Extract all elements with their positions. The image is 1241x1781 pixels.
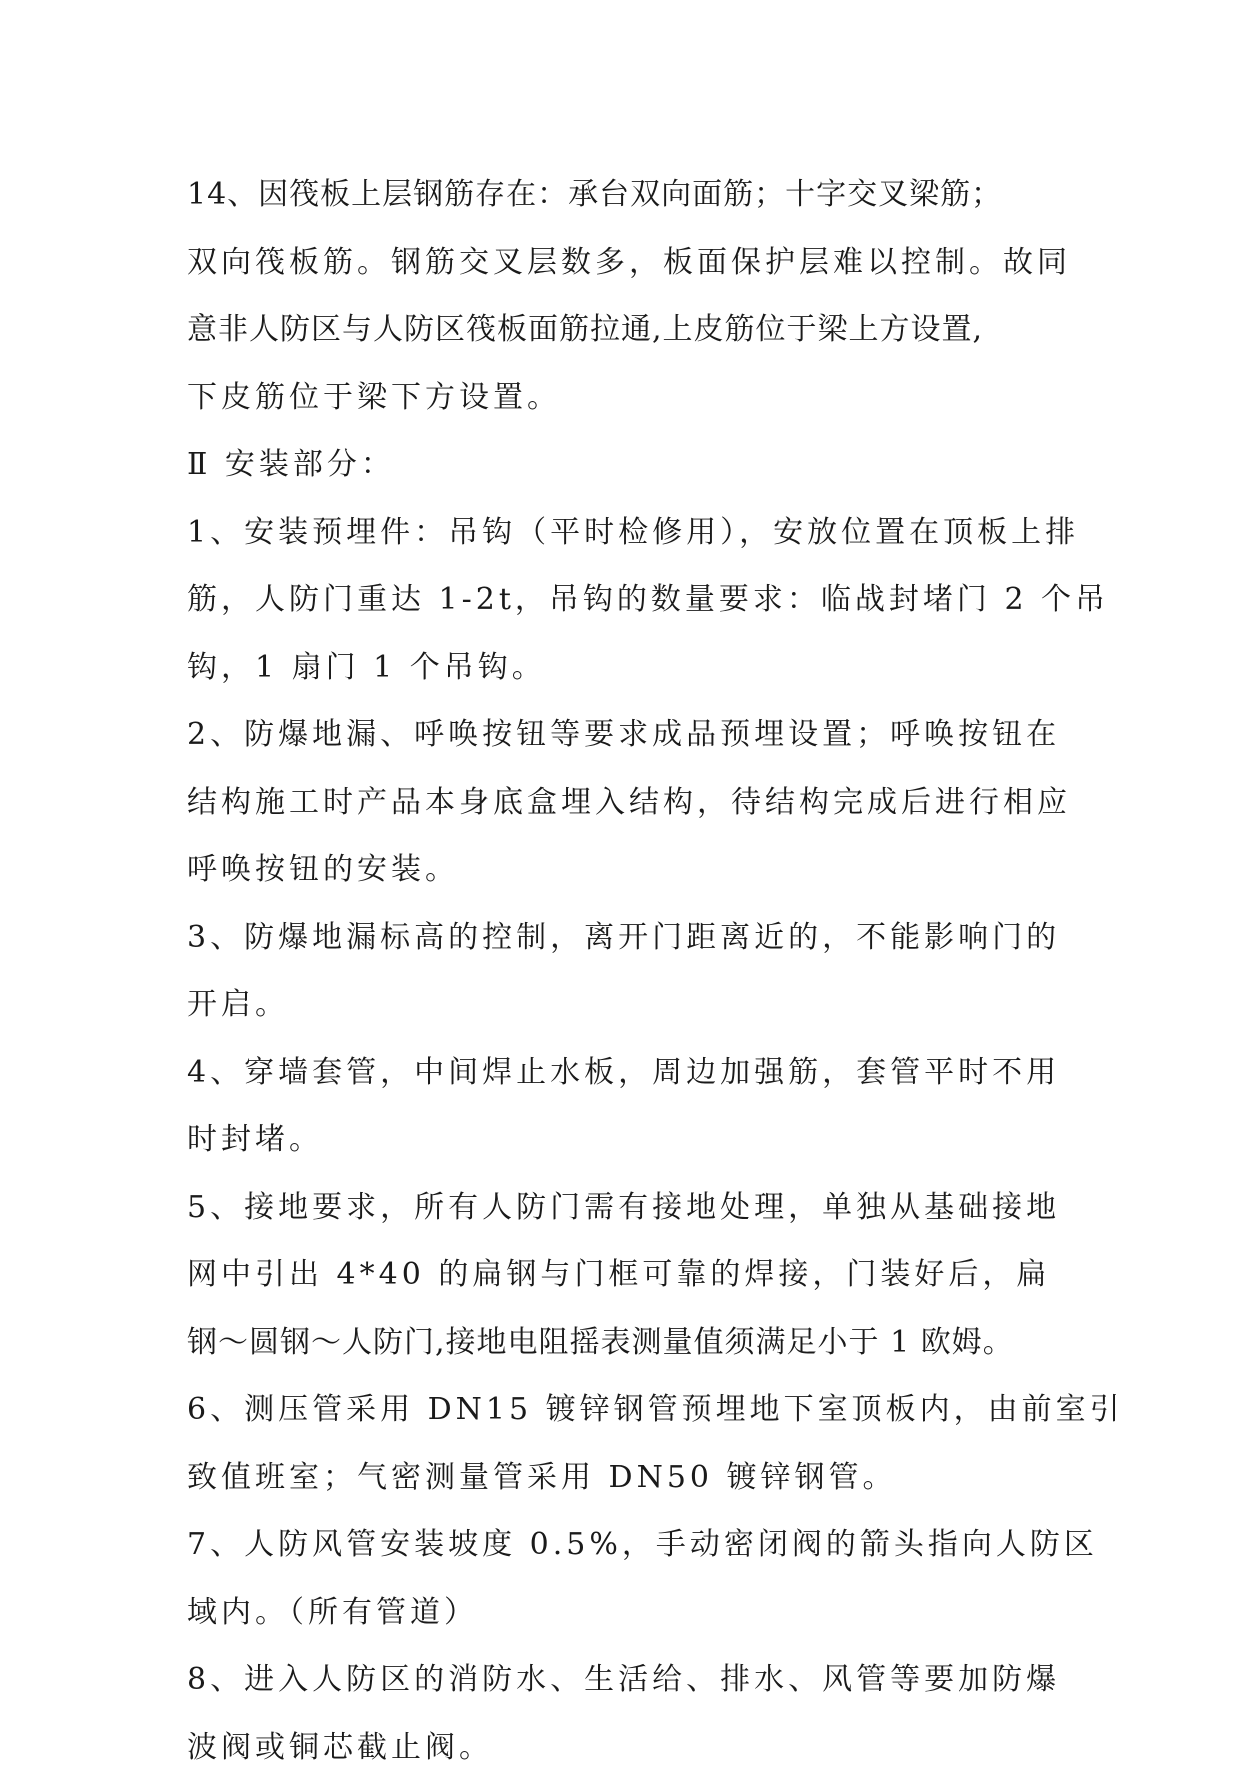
text-line: 开启。	[187, 971, 1087, 1039]
text-line: 7、人防风管安装坡度 0.5%，手动密闭阀的箭头指向人防区	[187, 1511, 1087, 1579]
text-line: 钢～圆钢～人防门,接地电阻摇表测量值须满足小于 1 欧姆。	[187, 1309, 1087, 1377]
text-line: 3、防爆地漏标高的控制，离开门距离近的，不能影响门的	[187, 904, 1087, 972]
text-line: 网中引出 4*40 的扁钢与门框可靠的焊接，门装好后，扁	[187, 1241, 1087, 1309]
text-line: 致值班室；气密测量管采用 DN50 镀锌钢管。	[187, 1444, 1087, 1512]
section-heading: Ⅱ 安装部分：	[187, 431, 1087, 499]
text-line: 时封堵。	[187, 1106, 1087, 1174]
text-line: 呼唤按钮的安装。	[187, 836, 1087, 904]
text-line: 结构施工时产品本身底盒埋入结构，待结构完成后进行相应	[187, 769, 1087, 837]
text-line: 14、因筏板上层钢筋存在：承台双向面筋；十字交叉梁筋；	[187, 161, 1087, 229]
text-line: 双向筏板筋。钢筋交叉层数多，板面保护层难以控制。故同	[187, 229, 1087, 297]
text-line: 钩，1 扇门 1 个吊钩。	[187, 634, 1087, 702]
text-line: 6、测压管采用 DN15 镀锌钢管预埋地下室顶板内，由前室引	[187, 1376, 1087, 1444]
text-line: 筋，人防门重达 1-2t，吊钩的数量要求：临战封堵门 2 个吊	[187, 566, 1087, 634]
text-line: 域内。（所有管道）	[187, 1579, 1087, 1647]
text-line: 波阀或铜芯截止阀。	[187, 1714, 1087, 1781]
text-line: 下皮筋位于梁下方设置。	[187, 364, 1087, 432]
text-line: 8、进入人防区的消防水、生活给、排水、风管等要加防爆	[187, 1646, 1087, 1714]
text-line: 意非人防区与人防区筏板面筋拉通,上皮筋位于梁上方设置,	[187, 296, 1087, 364]
text-line: 1、安装预埋件：吊钩（平时检修用），安放位置在顶板上排	[187, 499, 1087, 567]
text-line: 5、接地要求，所有人防门需有接地处理，单独从基础接地	[187, 1174, 1087, 1242]
document-body	[187, 161, 1087, 1781]
text-line: 4、穿墙套管，中间焊止水板，周边加强筋，套管平时不用	[187, 1039, 1087, 1107]
text-line: 2、防爆地漏、呼唤按钮等要求成品预埋设置；呼唤按钮在	[187, 701, 1087, 769]
